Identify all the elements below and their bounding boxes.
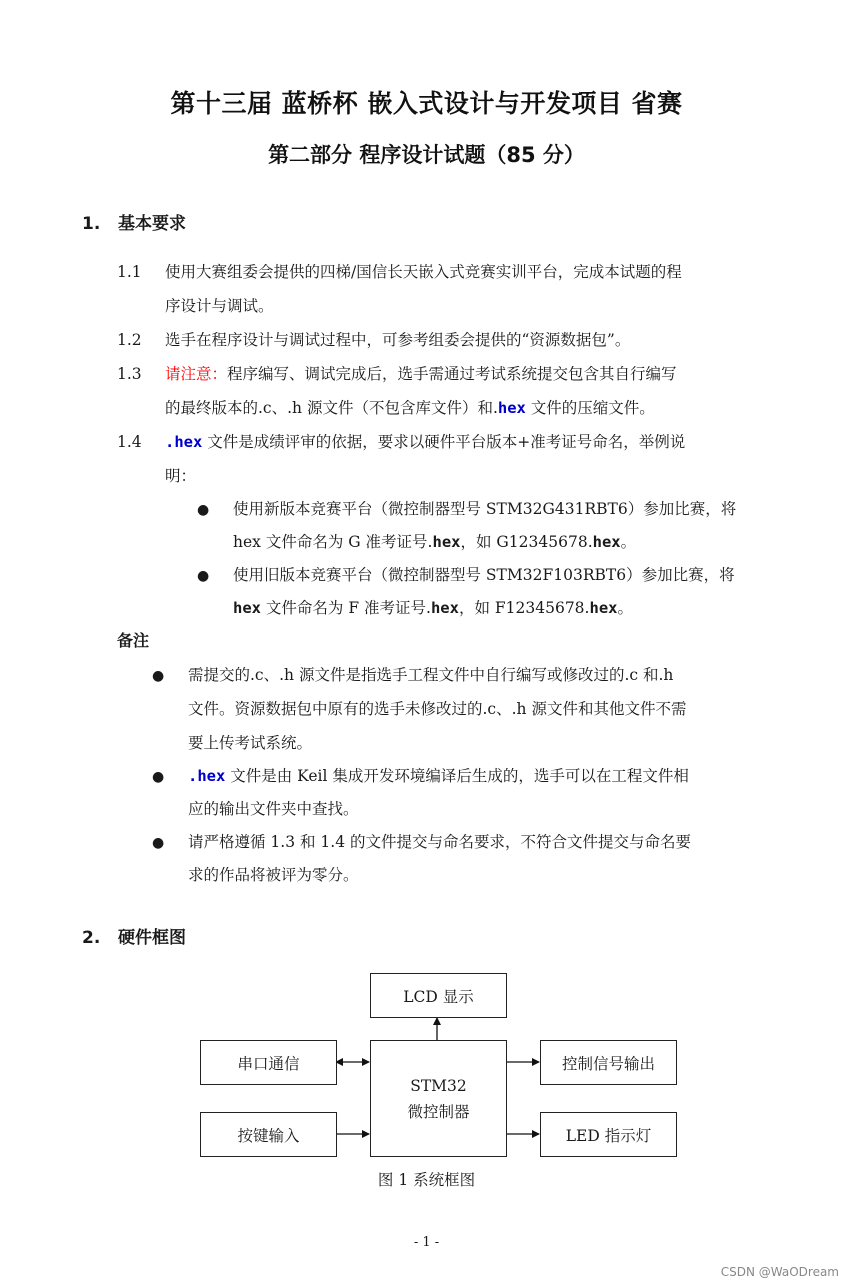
item-number: 1.2 [117, 331, 142, 349]
item-1-1-line2: 序设计与调试。 [165, 297, 274, 315]
bullet-icon: ● [197, 568, 210, 584]
mcu-block [370, 1040, 507, 1157]
section-title: 硬件框图 [118, 928, 186, 948]
item-text: 使用旧版本竞赛平台（微控制器型号 STM32F103RBT6）参加比赛，将 [233, 566, 735, 584]
hex-keyword: hex [432, 533, 461, 551]
item-text: 程序编写、调试完成后，选手需通过考试系统提交包含其自行编写 [227, 365, 677, 383]
hex-keyword: hex [233, 599, 261, 617]
page-title: 第十三届 蓝桥杯 嵌入式设计与开发项目 省赛 [170, 89, 683, 118]
note-1-line3: 要上传考试系统。 [188, 734, 313, 752]
item-1-4-line2: 明： [165, 467, 197, 485]
led-indicator-block: LED 指示灯 [540, 1112, 677, 1157]
page-number: - 1 - [413, 1235, 440, 1250]
item-text: 文件是由 Keil 集成开发环境编译后生成的，选手可以在工程文件相 [225, 767, 689, 785]
item-text: 需提交的.c、.h 源文件是指选手工程文件中自行编写或修改过的.c 和.h [188, 666, 674, 684]
notice-label: 请注意： [165, 365, 228, 383]
note-2-line2: 应的输出文件夹中查找。 [188, 800, 359, 818]
bullet-icon: ● [152, 835, 165, 851]
bullet-icon: ● [197, 502, 210, 518]
item-text: 的最终版本的.c、.h 源文件（不包含库文件）和. [165, 399, 498, 417]
item-text: 。 [620, 533, 637, 551]
item-text: 使用大赛组委会提供的四梯/国信长天嵌入式竞赛实训平台，完成本试题的程 [165, 263, 682, 281]
section-title: 基本要求 [118, 214, 186, 234]
item-text: 文件是成绩评审的依据，要求以硬件平台版本+准考证号命名，举例说 [202, 433, 686, 451]
hex-keyword: hex [497, 399, 526, 417]
item-text: 请严格遵循 1.3 和 1.4 的文件提交与命名要求，不符合文件提交与命名要 [188, 833, 692, 851]
item-text: ，如 F12345678. [458, 599, 590, 617]
note-3-line2: 求的作品将被评为零分。 [188, 866, 359, 884]
item-text: ，如 G12345678. [460, 533, 593, 551]
section-number: 2. [82, 928, 101, 948]
item-text: 。 [617, 599, 633, 617]
uart-block: 串口通信 [200, 1040, 337, 1085]
key-input-block: 按键输入 [200, 1112, 337, 1157]
figure-caption: 图 1 系统框图 [377, 1171, 476, 1189]
hex-keyword: hex [589, 599, 618, 617]
bullet-icon: ● [152, 668, 165, 684]
item-text: 文件的压缩文件。 [525, 399, 655, 417]
item-number: 1.1 [117, 263, 142, 281]
bullet-icon: ● [152, 769, 165, 785]
item-text: 文件命名为 F 准考证号. [261, 599, 431, 617]
item-number: 1.4 [117, 433, 142, 451]
hex-keyword: hex [430, 599, 459, 617]
notes-heading: 备注 [117, 631, 150, 650]
hex-keyword: .hex [188, 767, 226, 785]
note-1-line2: 文件。资源数据包中原有的选手未修改过的.c、.h 源文件和其他文件不需 [188, 700, 687, 718]
item-text: hex 文件命名为 G 准考证号. [233, 533, 433, 551]
item-text: 选手在程序设计与调试过程中，可参考组委会提供的“资源数据包”。 [165, 331, 631, 349]
mcu-label-line2: 微控制器 [407, 1102, 470, 1121]
section-number: 1. [82, 214, 101, 234]
hex-keyword: hex [592, 533, 621, 551]
lcd-display-block: LCD 显示 [370, 973, 507, 1018]
mcu-label-line1: STM32 [410, 1076, 467, 1095]
item-number: 1.3 [117, 365, 142, 383]
watermark: CSDN @WaODream [720, 1265, 839, 1279]
hex-keyword: .hex [165, 433, 203, 451]
control-output-block: 控制信号输出 [540, 1040, 677, 1085]
item-text: 使用新版本竞赛平台（微控制器型号 STM32G431RBT6）参加比赛，将 [233, 500, 737, 518]
page-subtitle: 第二部分 程序设计试题（85 分） [268, 143, 585, 167]
